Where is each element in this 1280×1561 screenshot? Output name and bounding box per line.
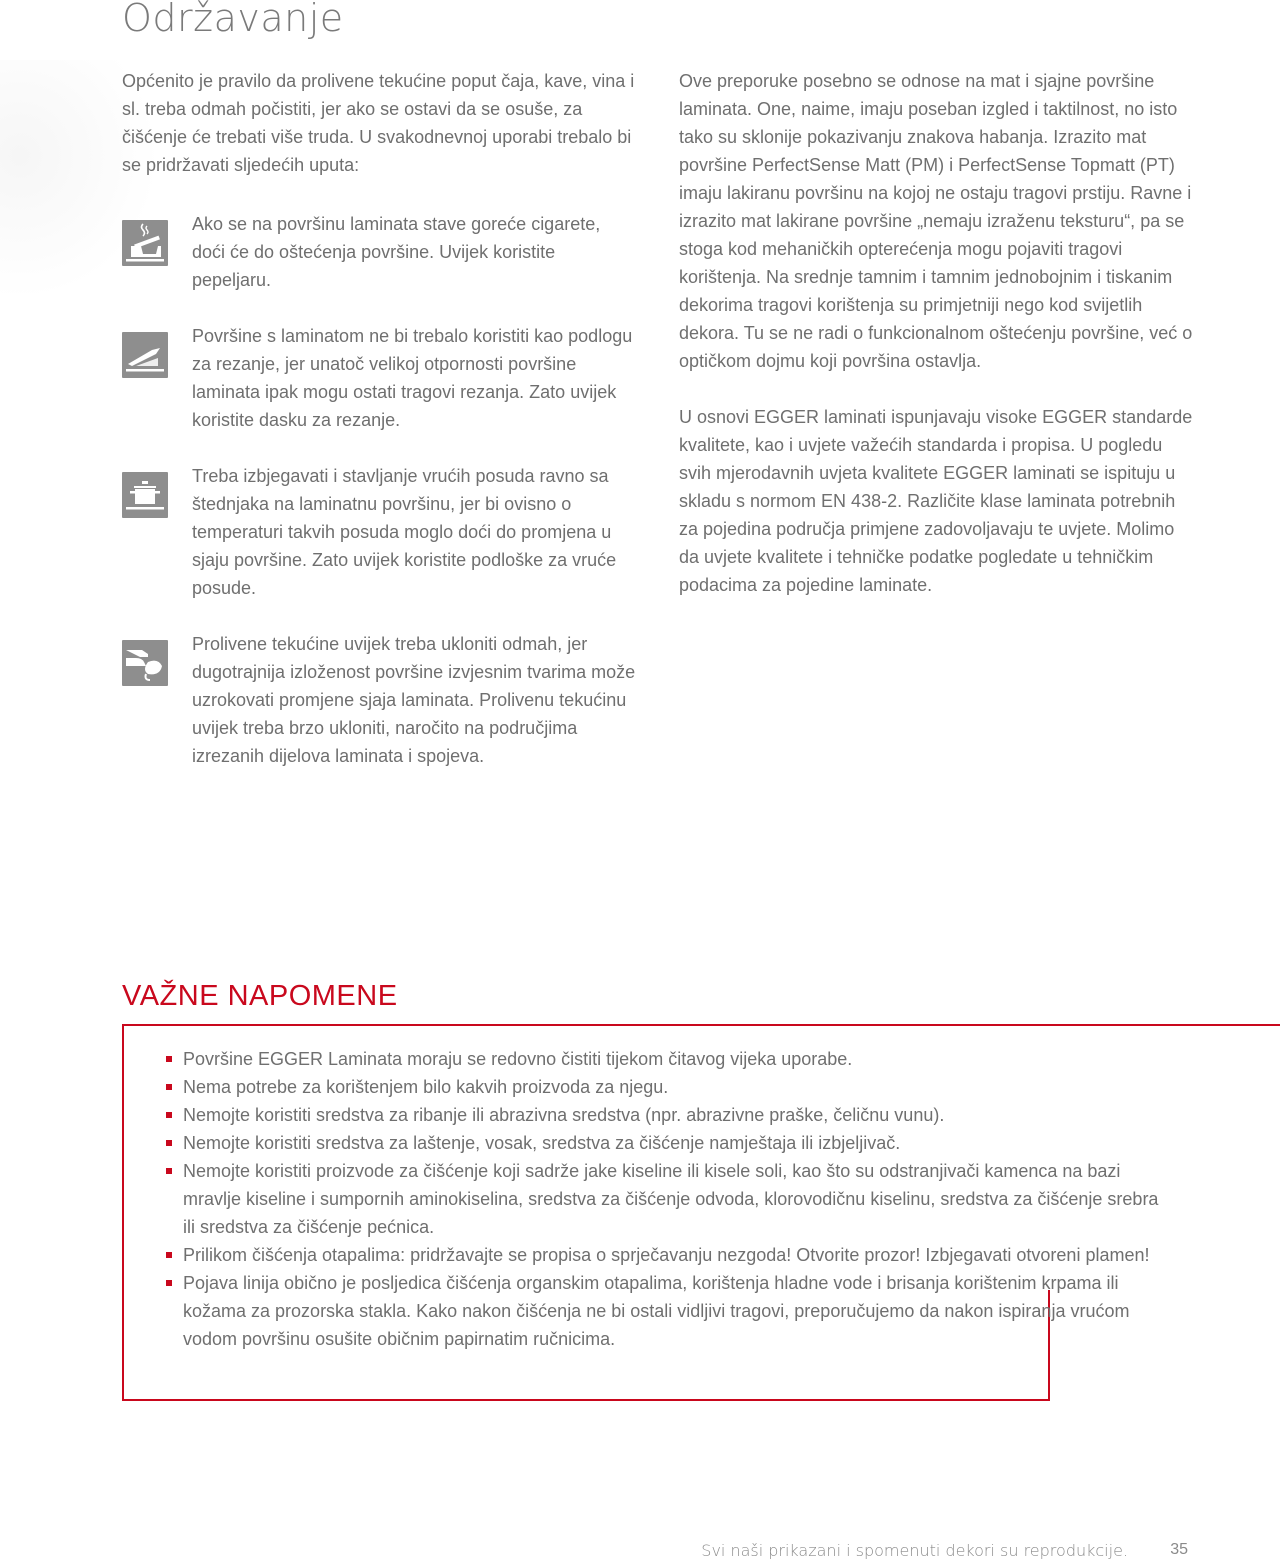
page-footer	[0, 1541, 1280, 1561]
bullet-icon	[166, 1252, 172, 1258]
hot-pot-icon	[122, 472, 168, 518]
advice-item	[122, 462, 637, 602]
note-text: Površine EGGER Laminata moraju se redovno čistiti tijekom čitavog vijeka uporabe.	[183, 1049, 853, 1069]
bullet-icon	[166, 1084, 172, 1090]
note-item	[166, 1269, 1166, 1353]
notes-border-bottom	[122, 1399, 1050, 1401]
right-column	[679, 67, 1199, 627]
notes-border-top	[122, 1024, 1280, 1026]
notes-heading: VAŽNE NAPOMENE	[122, 980, 398, 1012]
left-column	[122, 67, 637, 798]
notes-list	[166, 1045, 1166, 1353]
note-text: Nema potrebe za korištenjem bilo kakvih proizvoda za njegu.	[183, 1077, 669, 1097]
note-text: Prilikom čišćenja otapalima: pridržavajte se propisa o sprječavanju nezgoda! Otvorite prozor! Izbjegavati otvoreni plamen!	[183, 1245, 1150, 1265]
intro-paragraph: Općenito je pravilo da prolivene tekućine poput čaja, kave, vina i sl. treba odmah počistiti, jer ako se ostavi da se osuše, za čišćenje će trebati više truda. U svakodnevnoj uporabi trebalo bi se pridržavati sljedećih uputa:	[122, 71, 635, 175]
advice-item	[122, 210, 637, 294]
notes-border-left	[122, 1024, 124, 1401]
advice-item	[122, 322, 637, 434]
bullet-icon	[166, 1140, 172, 1146]
advice-text: Ako se na površinu laminata stave goreće cigarete, doći će do oštećenja površine. Uvijek koristite pepeljaru.	[192, 214, 601, 290]
spill-icon	[122, 640, 168, 686]
page-number: 35	[1170, 1541, 1188, 1558]
cigarette-icon	[122, 220, 168, 266]
note-item	[166, 1101, 1166, 1129]
note-text: Nemojte koristiti sredstva za laštenje, vosak, sredstva za čišćenje namještaja ili izbjeljivač.	[183, 1133, 901, 1153]
note-item	[166, 1241, 1166, 1269]
note-item	[166, 1129, 1166, 1157]
note-item	[166, 1073, 1166, 1101]
info-paragraph: Ove preporuke posebno se odnose na mat i sjajne površine laminata. One, naime, imaju poseban izgled i taktilnost, no isto tako su sklonije pokazivanju znakova habanja. Izrazito mat površine PerfectSense Matt (PM) i PerfectSense Topmatt (PT) imaju lakiranu površinu na kojoj ne ostaju tragovi prstiju. Ravne i izrazito mat lakirane površine „nemaju izraženu teksturu“, pa se stoga kod mehaničkih opterećenja mogu pojaviti tragovi korištenja. Na srednje tamnim i tamnim jednobojnim i tiskanim dekorima tragovi korištenja su primjetniji nego kod svijetlih dekora. Tu se ne radi o funkcionalnom oštećenju površine, već o optičkom dojmu koji površina ostavlja.	[679, 71, 1193, 371]
advice-text: Prolivene tekućine uvijek treba ukloniti odmah, jer dugotrajnija izloženost površine izvjesnim tvarima može uzrokovati promjene sjaja laminata. Prolivenu tekućinu uvijek treba brzo ukloniti, naročito na područjima izrezanih dijelova laminata i spojeva.	[192, 634, 636, 766]
advice-item	[122, 630, 637, 770]
note-text: Nemojte koristiti proizvode za čišćenje koji sadrže jake kiseline ili kisele soli, kao što su odstranjivači kamenca na bazi mravlje kiseline i sumpornih aminokiselina, sredstva za čišćenje odvoda, klorovodičnu kiselinu, sredstva za čišćenje srebra ili sredstva za čišćenje pećnica.	[183, 1161, 1159, 1237]
notes-box	[122, 1024, 1280, 1401]
note-text: Nemojte koristiti sredstva za ribanje ili abrazivna sredstva (npr. abrazivne praške, čeličnu vunu).	[183, 1105, 945, 1125]
note-item	[166, 1045, 1166, 1073]
note-item	[166, 1157, 1166, 1241]
knife-icon	[122, 332, 168, 378]
info-paragraph: U osnovi EGGER laminati ispunjavaju visoke EGGER standarde kvalitete, kao i uvjete važećih standarda i propisa. U pogledu svih mjerodavnih uvjeta kvalitete EGGER laminati se ispituju u skladu s normom EN 438-2. Različite klase laminata potrebnih za pojedina područja primjene zadovoljavaju te uvjete. Molimo da uvjete kvalitete i tehničke podatke pogledate u tehničkim podacima za pojedine laminate.	[679, 407, 1193, 595]
bullet-icon	[166, 1168, 172, 1174]
note-text: Pojava linija obično je posljedica čišćenja organskim otapalima, korištenja hladne vode i brisanja korištenim krpama ili kožama za prozorska stakla. Kako nakon čišćenja ne bi ostali vidljivi tragovi, preporučujemo da nakon ispiranja vrućom vodom površinu osušite običnim papirnatim ručnicima.	[183, 1273, 1130, 1349]
bullet-icon	[166, 1280, 172, 1286]
page-title: Održavanje	[122, 0, 344, 40]
advice-text: Površine s laminatom ne bi trebalo koristiti kao podlogu za rezanje, jer unatoč velikoj otpornosti površine laminata ipak mogu ostati tragovi rezanja. Zato uvijek koristite dasku za rezanje.	[192, 326, 633, 430]
footer-disclaimer: Svi naši prikazani i spomenuti dekori su reprodukcije.	[701, 1541, 1128, 1560]
bullet-icon	[166, 1112, 172, 1118]
bullet-icon	[166, 1056, 172, 1062]
advice-text: Treba izbjegavati i stavljanje vrućih posuda ravno sa štednjaka na laminatnu površinu, jer bi ovisno o temperaturi takvih posuda moglo doći do promjena u sjaju površine. Zato uvijek koristite podloške za vruće posude.	[192, 466, 617, 598]
